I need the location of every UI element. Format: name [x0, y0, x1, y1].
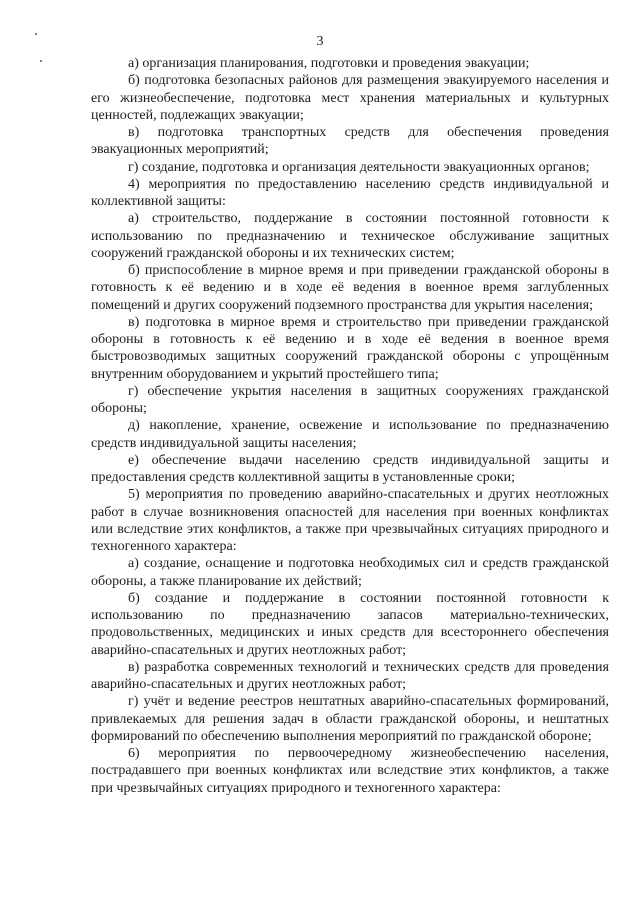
list-item-shelter-provision: г) обеспечение укрытия населения в защитных сооружениях гражданской обороны; — [91, 383, 609, 416]
list-item-safe-areas: б) подготовка безопасных районов для размещения эвакуируемого населения и его жизнеобеспечение, подготовка мест хранения материальных и культурных ценностей, подлежащих эвакуации; — [91, 73, 609, 123]
section-4-heading: 4) мероприятия по предоставлению населению средств индивидуальной и коллективной защиты: — [91, 176, 609, 209]
list-item-evacuation-bodies: г) создание, подготовка и организация деятельности эвакуационных органов; — [128, 159, 590, 175]
list-item-forces-preparation: а) создание, оснащение и подготовка необходимых сил и средств гражданской обороны, а также планирование их действий; — [91, 556, 609, 589]
list-item-transport: в) подготовка транспортных средств для обеспечения проведения эвакуационных мероприятий; — [91, 125, 609, 158]
list-item-registers: г) учёт и ведение реестров нештатных аварийно-спасательных формирований, привлекаемых для решения задач в области гражданской обороны, и нештатных формирований по обеспечению выполнения мероприятий по гражданской обороне; — [91, 694, 609, 744]
list-item-evacuation-planning: а) организация планирования, подготовки и проведения эвакуации; — [128, 56, 530, 71]
section-6-heading: 6) мероприятия по первоочередному жизнеобеспечению населения, пострадавшего при военных конфликтах или вследствие этих конфликтов, а также при чрезвычайных ситуациях природного и техногенного характера: — [91, 746, 609, 796]
section-5-heading: 5) мероприятия по проведению аварийно-спасательных и других неотложных работ в случае возникновения опасностей для населения при военных конфликтах или вследствие этих конфликтов, а также при чрезвычайных ситуациях природного и техногенного характера: — [91, 487, 609, 554]
list-item-quick-shelters: в) подготовка в мирное время и строительство при приведении гражданской обороны в готовность к её ведению и в ходе её ведения в военное время быстровозводимых защитных сооружений гражданской обороны с упрощённым внутренним оборудованием и укрытий простейшего типа; — [91, 314, 609, 382]
list-item-ppe-storage: д) накопление, хранение, освежение и использование по предназначению средств индивидуальной защиты населения; — [91, 418, 609, 451]
document-body — [91, 55, 609, 797]
page-number: 3 — [316, 34, 324, 49]
list-item-reserves: б) создание и поддержание в состоянии постоянной готовности к использованию по предназначению запасов материально-технических, продовольственных, медицинских и иных средств для всестороннего обеспечения аварийно-спасательных и других неотложных работ; — [91, 590, 609, 658]
list-item-underground-adaptation: б) приспособление в мирное время и при приведении гражданской обороны в готовность к её ведению и в ходе её ведения в военное время заглубленных помещений и других сооружений подземного пространства для укрытия населения; — [91, 263, 609, 313]
list-item-shelter-construction: а) строительство, поддержание в состоянии постоянной готовности к использованию по предназначению и техническое обслуживание защитных сооружений гражданской обороны и их технических систем; — [91, 211, 609, 261]
list-item-ppe-distribution: е) обеспечение выдачи населению средств индивидуальной защиты и предоставления средств коллективной защиты в установленные сроки; — [91, 452, 609, 485]
scan-speck — [40, 60, 42, 62]
list-item-technology: в) разработка современных технологий и технических средств для проведения аварийно-спасательных и других неотложных работ; — [91, 659, 609, 692]
